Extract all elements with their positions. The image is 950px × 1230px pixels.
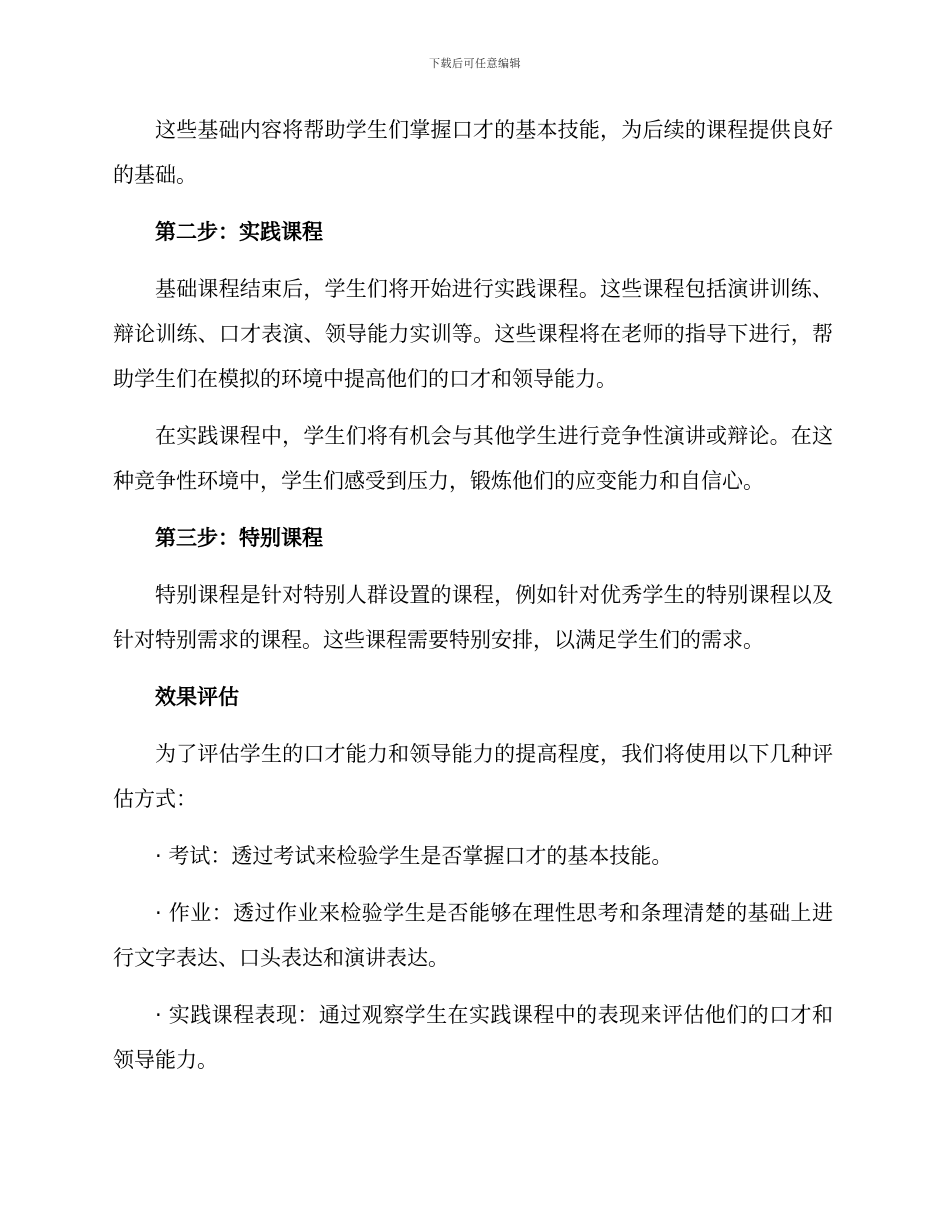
- paragraph-evaluation-intro: 为了评估学生的口才能力和领导能力的提高程度，我们将使用以下几种评估方式：: [113, 742, 833, 811]
- paragraph-special-courses: 特别课程是针对特别人群设置的课程，例如针对优秀学生的特别课程以及针对特别需求的课程。这些课程需要特别安排，以满足学生们的需求。: [113, 583, 833, 652]
- bullet-practice-performance: · 实践课程表现：通过观察学生在实践课程中的表现来评估他们的口才和领导能力。: [113, 1003, 833, 1072]
- paragraph-practice-courses: 基础课程结束后，学生们将开始进行实践课程。这些课程包括演讲训练、辩论训练、口才表演、领导能力实训等。这些课程将在老师的指导下进行，帮助学生们在模拟的环境中提高他们的口才和领导能力。: [113, 277, 833, 391]
- heading-step-two: 第二步：实践课程: [155, 220, 323, 244]
- bullet-homework: · 作业：透过作业来检验学生是否能够在理性思考和条理清楚的基础上进行文字表达、口头表达和演讲表达。: [113, 901, 833, 970]
- paragraph-competition: 在实践课程中，学生们将有机会与其他学生进行竞争性演讲或辩论。在这种竞争性环境中，学生们感受到压力，锻炼他们的应变能力和自信心。: [113, 424, 833, 493]
- heading-step-three: 第三步：特别课程: [155, 526, 323, 550]
- paragraph-basics-summary: 这些基础内容将帮助学生们掌握口才的基本技能，为后续的课程提供良好的基础。: [113, 118, 833, 187]
- heading-evaluation: 效果评估: [155, 685, 239, 709]
- page-header-note: 下载后可任意编辑: [429, 57, 521, 70]
- bullet-exam: · 考试：透过考试来检验学生是否掌握口才的基本技能。: [155, 844, 673, 868]
- document-body: [113, 108, 833, 1095]
